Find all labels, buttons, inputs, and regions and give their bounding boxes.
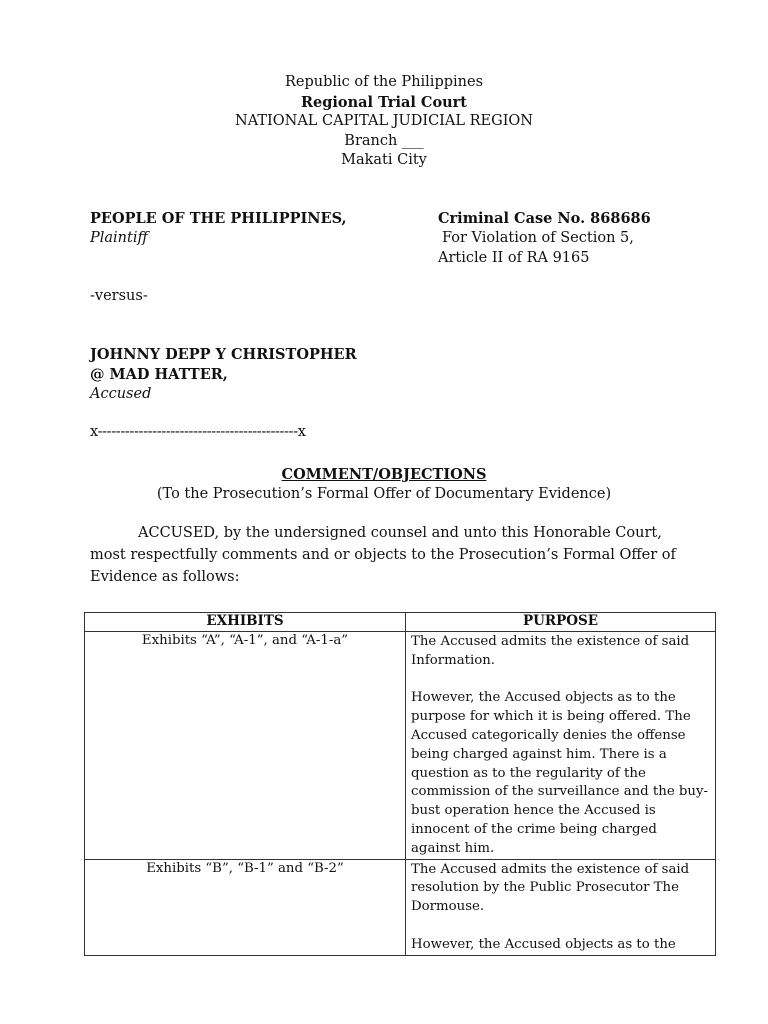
header-branch: Branch ___ bbox=[344, 133, 424, 149]
accused-name-line-2: @ MAD HATTER, bbox=[90, 366, 228, 383]
document-subtitle: (To the Prosecution’s Formal Offer of Documentary Evidence) bbox=[156, 486, 612, 502]
intro-paragraph: ACCUSED, by the undersigned counsel and unto this Honorable Court, most respectfully comments and or objects to the Prosecution’s Formal Offer of Evidence as follows: bbox=[90, 525, 676, 585]
violation-line-2: Article II of RA 9165 bbox=[438, 250, 590, 266]
purpose-cell bbox=[406, 632, 716, 860]
table-row bbox=[85, 632, 716, 860]
evidence-table bbox=[84, 612, 716, 956]
plaintiff-name: PEOPLE OF THE PHILIPPINES, bbox=[90, 210, 347, 227]
case-number: Criminal Case No. 868686 bbox=[438, 210, 651, 227]
exhibit-cell: Exhibits “A”, “A-1”, and “A-1-a” bbox=[85, 632, 406, 860]
column-header-purpose: PURPOSE bbox=[406, 613, 716, 632]
accused-role: Accused bbox=[90, 386, 152, 402]
purpose-paragraph: However, the Accused objects as to the purpose for which it is being offered. The Accused categorically denies the offense being charged against him. There is a question as to the regularity of the commission of the surveillance and the buy-bust operation hence the Accused is innocent of the crime being charged against him. bbox=[411, 690, 709, 856]
header-court: Regional Trial Court bbox=[300, 94, 467, 111]
purpose-cell bbox=[406, 859, 716, 955]
header-city: Makati City bbox=[341, 152, 427, 168]
versus-label: -versus- bbox=[90, 288, 148, 304]
accused-name-line-1: JOHNNY DEPP Y CHRISTOPHER bbox=[90, 346, 357, 363]
purpose-paragraph: The Accused admits the existence of said resolution by the Public Prosecutor The Dormouse. bbox=[411, 861, 690, 915]
table-row bbox=[85, 859, 716, 955]
violation-line-1: For Violation of Section 5, bbox=[442, 230, 634, 246]
header-region: NATIONAL CAPITAL JUDICIAL REGION bbox=[235, 113, 533, 129]
exhibit-cell: Exhibits “B”, “B-1” and “B-2” bbox=[85, 859, 406, 955]
caption-separator: x--------------------------------------------x bbox=[90, 424, 306, 440]
purpose-paragraph: The Accused admits the existence of said Information. bbox=[411, 634, 690, 668]
column-header-exhibits: EXHIBITS bbox=[85, 613, 406, 632]
header-republic: Republic of the Philippines bbox=[284, 74, 484, 90]
purpose-paragraph: However, the Accused objects as to the bbox=[411, 936, 676, 952]
document-title: COMMENT/OBJECTIONS bbox=[281, 466, 487, 483]
table-header-row bbox=[85, 613, 716, 632]
plaintiff-role: Plaintiff bbox=[90, 230, 148, 246]
